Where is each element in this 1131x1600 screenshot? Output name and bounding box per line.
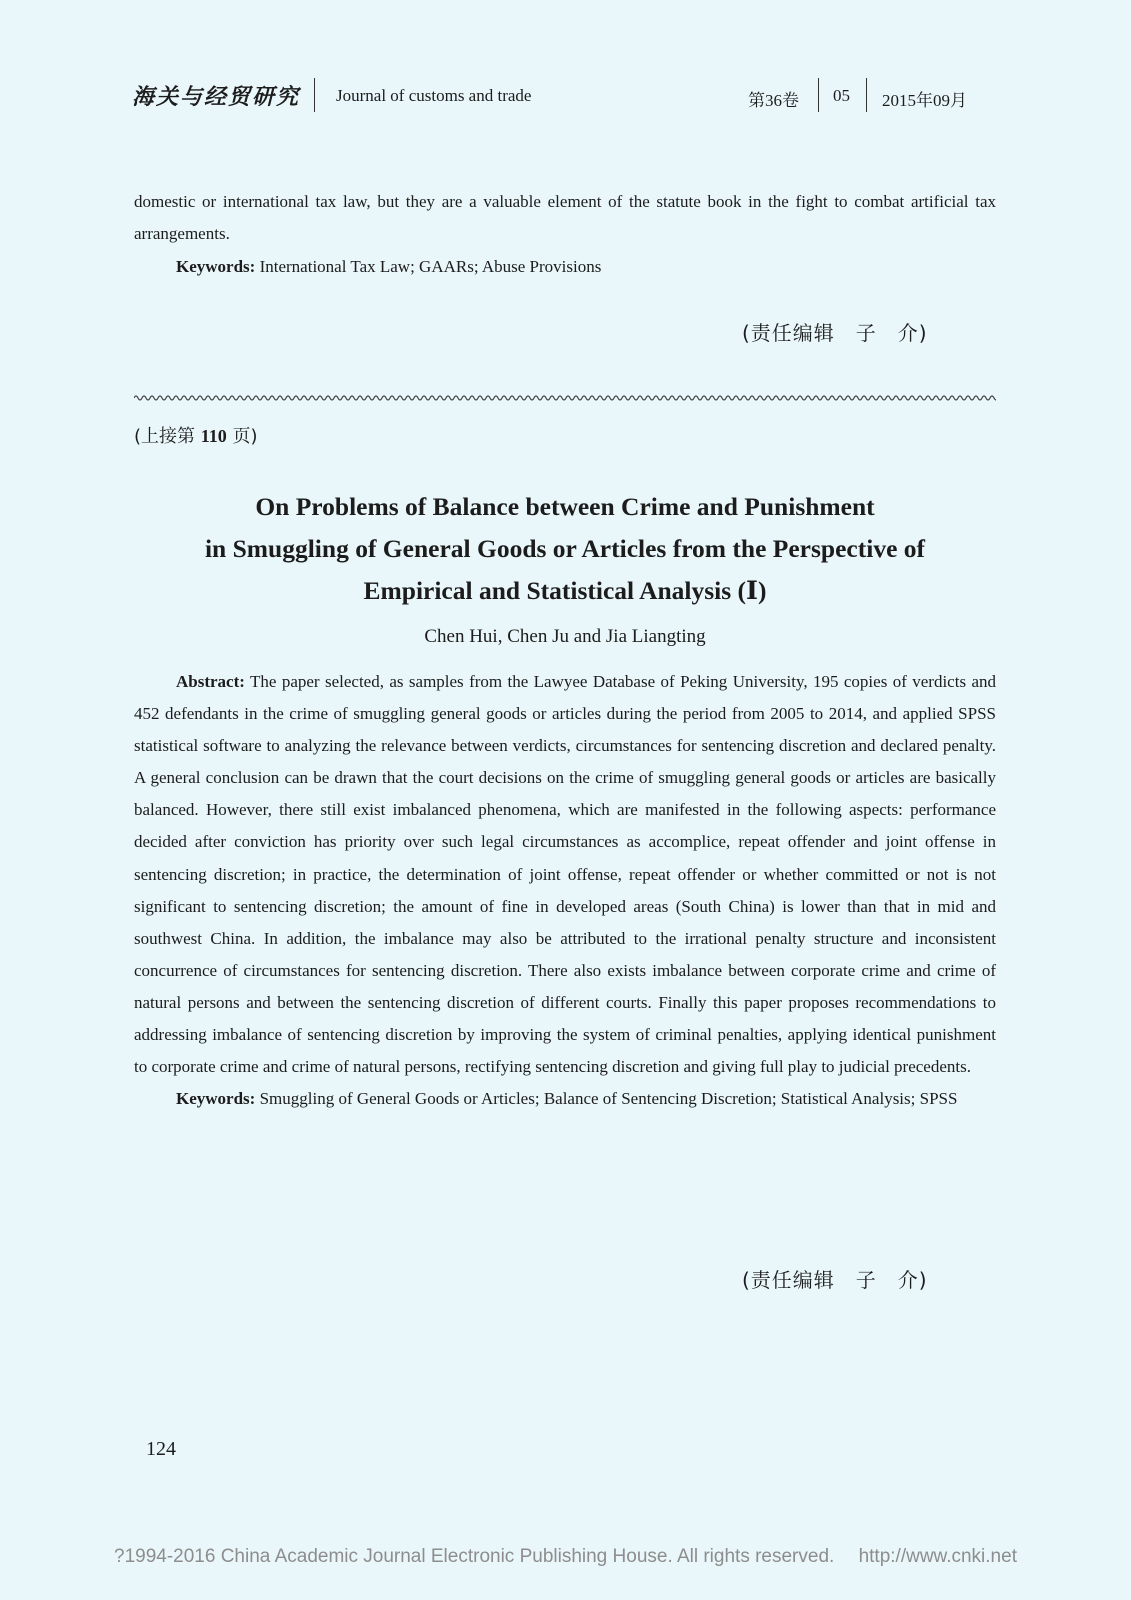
header-divider bbox=[866, 78, 867, 112]
abstract-text: The paper selected, as samples from the Lawyee Database of Peking University, 195 copies of verdicts and 452 defendants in the crime of smuggling general goods or articles during the period from 2005 to 2014, and applied SPSS statistical software to analyzing the relevance between verdicts, circumstances for sentencing discretion and declared penalty. A general conclusion can be drawn that the court decisions on the crime of smuggling general goods or articles are basically balanced. However, there still exist imbalanced phenomena, which are manifested in the following aspects: performance decided after conviction has priority over such legal circumstances as accomplice, repeat offender and joint offense in sentencing discretion; in practice, the determination of joint offense, repeat offender or whether committed or not is not significant to sentencing discretion; the amount of fine in developed areas (South China) is lower than that in mid and southwest China. In addition, the imbalance may also be attributed to the irrational penalty structure and inconsistent concurrence of circumstances for sentencing discretion. There also exists imbalance between corporate crime and crime of natural persons and between the sentencing discretion of different courts. Finally this paper proposes recommendations to addressing imbalance of sentencing discretion by improving the system of criminal penalties, applying identical punishment to corporate crime and crime of natural persons, rectifying sentencing discretion and giving full play to judicial precedents. bbox=[134, 672, 996, 1077]
issue-number: 05 bbox=[833, 86, 850, 105]
previous-article-text: domestic or international tax law, but they are a valuable element of the statute book in the fight to combat artificial tax arrangements. bbox=[134, 192, 996, 244]
page-number: 124 bbox=[146, 1438, 176, 1460]
journal-title-chinese: 海关与经贸研究 bbox=[132, 84, 301, 109]
responsible-editor: (责任编辑 子 介) bbox=[742, 321, 928, 345]
page-header bbox=[0, 0, 1131, 130]
issue-date: 2015年09月 bbox=[882, 91, 967, 110]
previous-article-keywords bbox=[134, 251, 996, 283]
abstract-section bbox=[134, 666, 996, 1115]
continued-suffix: 页) bbox=[232, 426, 258, 447]
article-authors: Chen Hui, Chen Ju and Jia Liangting bbox=[424, 626, 706, 647]
continued-page: 110 bbox=[200, 426, 227, 446]
continued-prefix: (上接第 bbox=[134, 426, 196, 447]
copyright-footer: ?1994-2016 China Academic Journal Electronic Publishing House. All rights reserved. http://www.cnki.net bbox=[114, 1546, 1017, 1567]
wavy-separator bbox=[134, 393, 996, 403]
article-title bbox=[134, 486, 996, 612]
keywords-list: Smuggling of General Goods or Articles; Balance of Sentencing Discretion; Statistical Analysis; SPSS bbox=[259, 1089, 958, 1109]
keywords-label: Keywords: bbox=[176, 1089, 256, 1109]
abstract-label: Abstract: bbox=[176, 672, 245, 691]
volume-label: 第36卷 bbox=[748, 91, 799, 110]
keywords-list: International Tax Law; GAARs; Abuse Provisions bbox=[259, 256, 602, 276]
header-divider bbox=[818, 78, 819, 112]
journal-title-english: Journal of customs and trade bbox=[336, 86, 532, 105]
article-keywords bbox=[134, 1083, 996, 1115]
keywords-label: Keywords: bbox=[176, 256, 256, 276]
title-line: On Problems of Balance between Crime and Punishment bbox=[255, 492, 875, 521]
header-divider bbox=[314, 78, 315, 112]
responsible-editor: (责任编辑 子 介) bbox=[742, 1268, 928, 1292]
previous-article-tail bbox=[134, 186, 996, 283]
continued-from-note bbox=[134, 422, 258, 448]
title-line: in Smuggling of General Goods or Articles from the Perspective of bbox=[204, 534, 926, 563]
title-line: Empirical and Statistical Analysis (Ⅰ) bbox=[363, 576, 767, 605]
abstract-paragraph bbox=[134, 666, 996, 1083]
